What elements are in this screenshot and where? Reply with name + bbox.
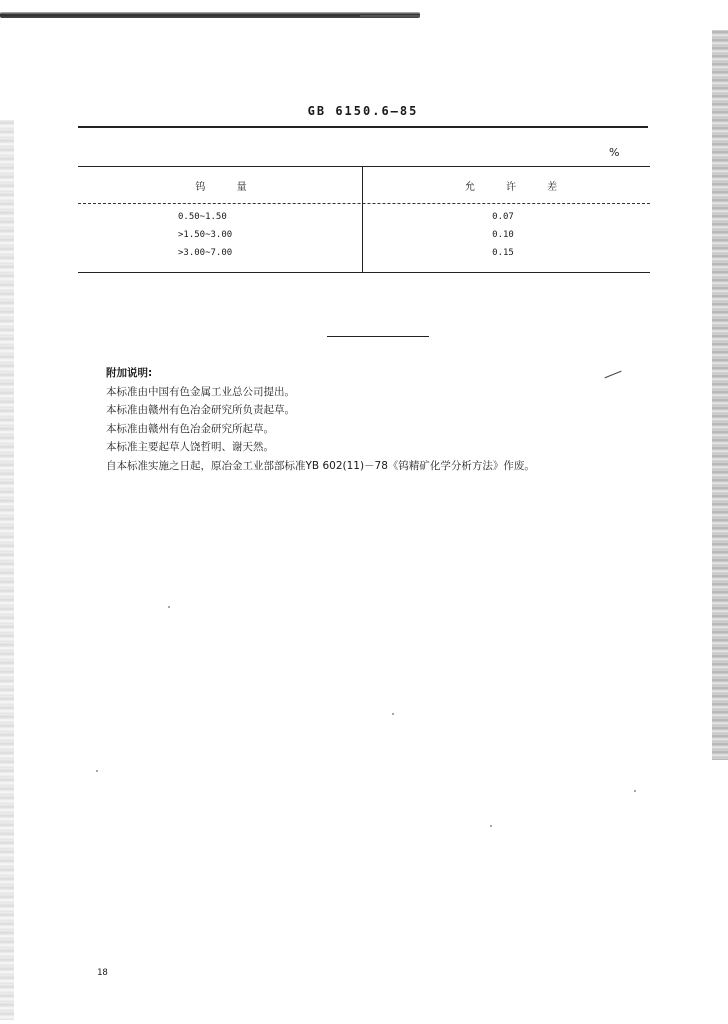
- table-cell-range: >3.00~7.00: [178, 248, 233, 258]
- column-header-tolerance: 允 许 差: [464, 182, 572, 193]
- notes-line: 自本标准实施之日起，原冶金工业部部标准YB 602(11)－78《钨精矿化学分析方法》作废。: [106, 459, 535, 472]
- column-header-tungsten: 钨 量: [195, 182, 261, 193]
- scan-speck: [168, 606, 170, 608]
- table-bottom-rule: [78, 272, 650, 273]
- page-header: [78, 104, 648, 128]
- scan-edge-left: [0, 120, 14, 1020]
- table-cell-tolerance: 0.07: [492, 212, 514, 222]
- notes-line: 本标准由赣州有色冶金研究所起草。: [106, 422, 274, 435]
- table-cell-range: 0.50~1.50: [178, 212, 227, 222]
- notes-title: 附加说明:: [106, 367, 153, 379]
- scan-edge-right: [712, 30, 728, 760]
- table-column-divider: [362, 166, 363, 272]
- unit-label: %: [609, 146, 620, 159]
- table-cell-tolerance: 0.15: [492, 248, 514, 258]
- scan-speck: [490, 825, 492, 827]
- table-cell-range: >1.50~3.00: [178, 230, 233, 240]
- scan-artifact-top: [0, 12, 420, 18]
- notes-line: 本标准由中国有色金属工业总公司提出。: [106, 385, 295, 398]
- additional-notes: [106, 364, 676, 475]
- scan-speck: [96, 770, 98, 772]
- scan-speck: [634, 790, 636, 792]
- page-number: 18: [97, 968, 108, 978]
- table-header-rule: [78, 203, 650, 204]
- scan-artifact-top-tail: [360, 15, 420, 17]
- section-end-rule: [327, 336, 429, 337]
- standard-code: GB 6150.6—85: [307, 104, 419, 118]
- table-cell-tolerance: 0.10: [492, 230, 514, 240]
- header-rule: [78, 126, 648, 128]
- table-top-rule: [78, 166, 650, 167]
- tolerance-table: [78, 166, 650, 274]
- notes-line: 本标准由赣州有色冶金研究所负责起草。: [106, 404, 295, 416]
- notes-line: 本标准主要起草人饶哲明、谢天然。: [106, 441, 274, 453]
- scan-speck: [392, 713, 394, 715]
